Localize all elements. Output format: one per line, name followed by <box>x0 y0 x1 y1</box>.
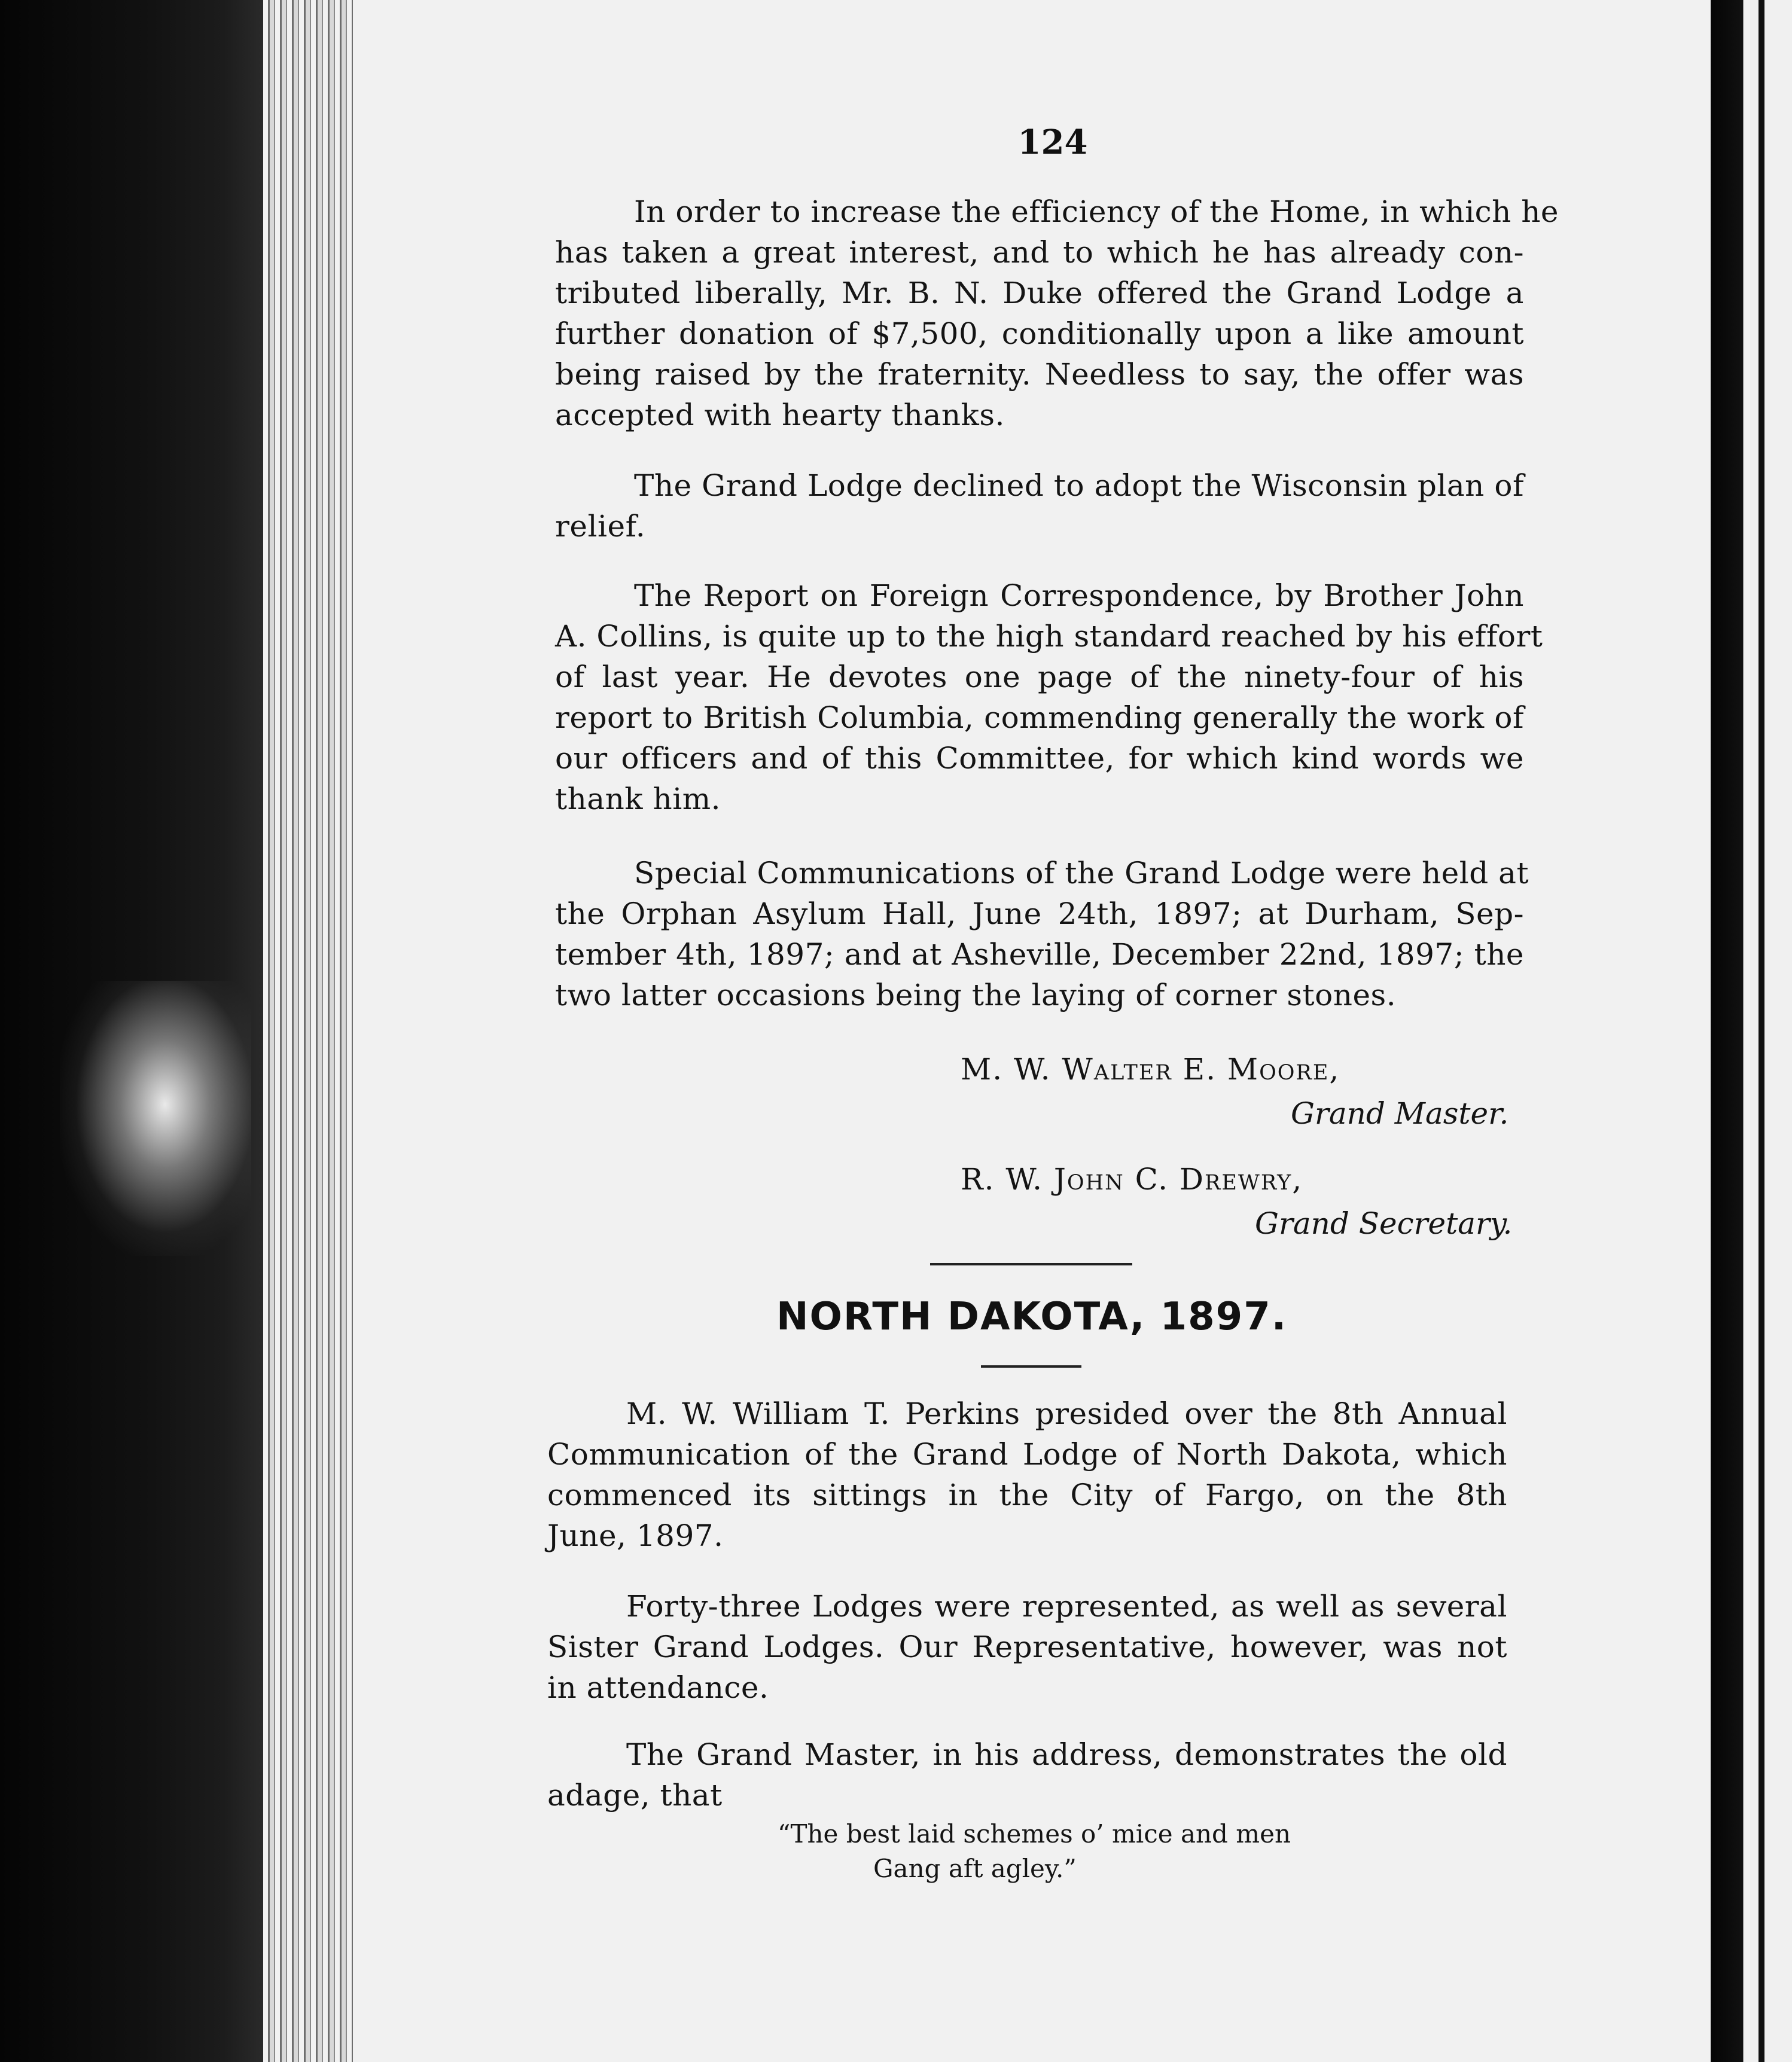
quotation-line: Gang aft agley.” <box>873 1854 1077 1883</box>
signature-grand-secretary-name: R. W. John C. Drewry, <box>961 1162 1303 1197</box>
text-line: The Grand Lodge declined to adopt the Wisconsin plan of <box>634 468 1524 503</box>
section-divider-top <box>930 1263 1132 1265</box>
text-line: being raised by the fraternity. Needless to say, the offer was <box>555 357 1524 392</box>
text-line: tember 4th, 1897; and at Asheville, December 22nd, 1897; the <box>555 937 1524 972</box>
text-line: relief. <box>555 509 646 544</box>
text-line: has taken a great interest, and to which he has already con- <box>555 235 1524 270</box>
right-binding-line <box>1759 0 1764 2062</box>
quotation <box>778 1817 1304 1886</box>
section-heading: NORTH DAKOTA, 1897. <box>776 1295 1288 1339</box>
text-line: two latter occasions being the laying of corner stones. <box>555 978 1397 1012</box>
text-line: accepted with hearty thanks. <box>555 398 1005 432</box>
text-line: M. W. William T. Perkins presided over the 8th Annual <box>626 1396 1507 1431</box>
text-line: thank him. <box>555 782 721 816</box>
text-line: June, 1897. <box>547 1518 724 1553</box>
text-line: adage, that <box>547 1778 723 1813</box>
text-line: The Report on Foreign Correspondence, by Brother John <box>634 578 1524 613</box>
paragraph-grand-master-address <box>547 1734 1507 1816</box>
paragraph-foreign-correspondence <box>555 575 1543 819</box>
text-line: Special Communications of the Grand Lodge were held at <box>634 856 1529 890</box>
text-line: report to British Columbia, commending generally the work of <box>555 700 1524 735</box>
page-number: 124 <box>1017 123 1088 162</box>
text-line: our officers and of this Committee, for which kind words we <box>555 741 1524 776</box>
signature-grand-secretary-title: Grand Secretary. <box>1255 1206 1513 1241</box>
text-line: Forty-three Lodges were represented, as well as several <box>626 1589 1507 1624</box>
paragraph-lodges-represented <box>547 1586 1507 1708</box>
right-page-edge <box>1711 0 1792 2062</box>
text-line: Sister Grand Lodges. Our Representative, however, was not <box>547 1630 1507 1664</box>
signature-grand-master-title: Grand Master. <box>1291 1096 1509 1131</box>
text-line: further donation of $7,500, conditionally upon a like amount <box>555 316 1524 351</box>
text-line: In order to increase the efficiency of the Home, in which he <box>634 194 1559 229</box>
text-line: the Orphan Asylum Hall, June 24th, 1897; at Durham, Sep- <box>555 896 1524 931</box>
paragraph-special-communications <box>555 853 1529 1015</box>
section-divider-bottom <box>981 1365 1081 1368</box>
paragraph-duke-donation <box>555 191 1559 435</box>
text-line: The Grand Master, in his address, demonstrates the old <box>626 1737 1507 1772</box>
text-line: A. Collins, is quite up to the high standard reached by his effort <box>555 619 1543 654</box>
text-line: of last year. He devotes one page of the ninety-four of his <box>555 660 1524 694</box>
signature-grand-master-name: M. W. Walter E. Moore, <box>961 1052 1340 1087</box>
text-line: in attendance. <box>547 1670 769 1705</box>
text-line: tributed liberally, Mr. B. N. Duke offered the Grand Lodge a <box>555 276 1524 310</box>
paragraph-perkins-communication <box>547 1393 1507 1556</box>
quotation-line: “The best laid schemes o’ mice and men <box>778 1819 1291 1849</box>
paragraph-wisconsin-plan <box>555 465 1524 547</box>
text-line: Communication of the Grand Lodge of North Dakota, which <box>547 1437 1507 1472</box>
page-edge-stack <box>263 0 353 2062</box>
paper-damage-speck <box>60 981 251 1256</box>
text-line: commenced its sittings in the City of Fargo, on the 8th <box>547 1478 1507 1512</box>
